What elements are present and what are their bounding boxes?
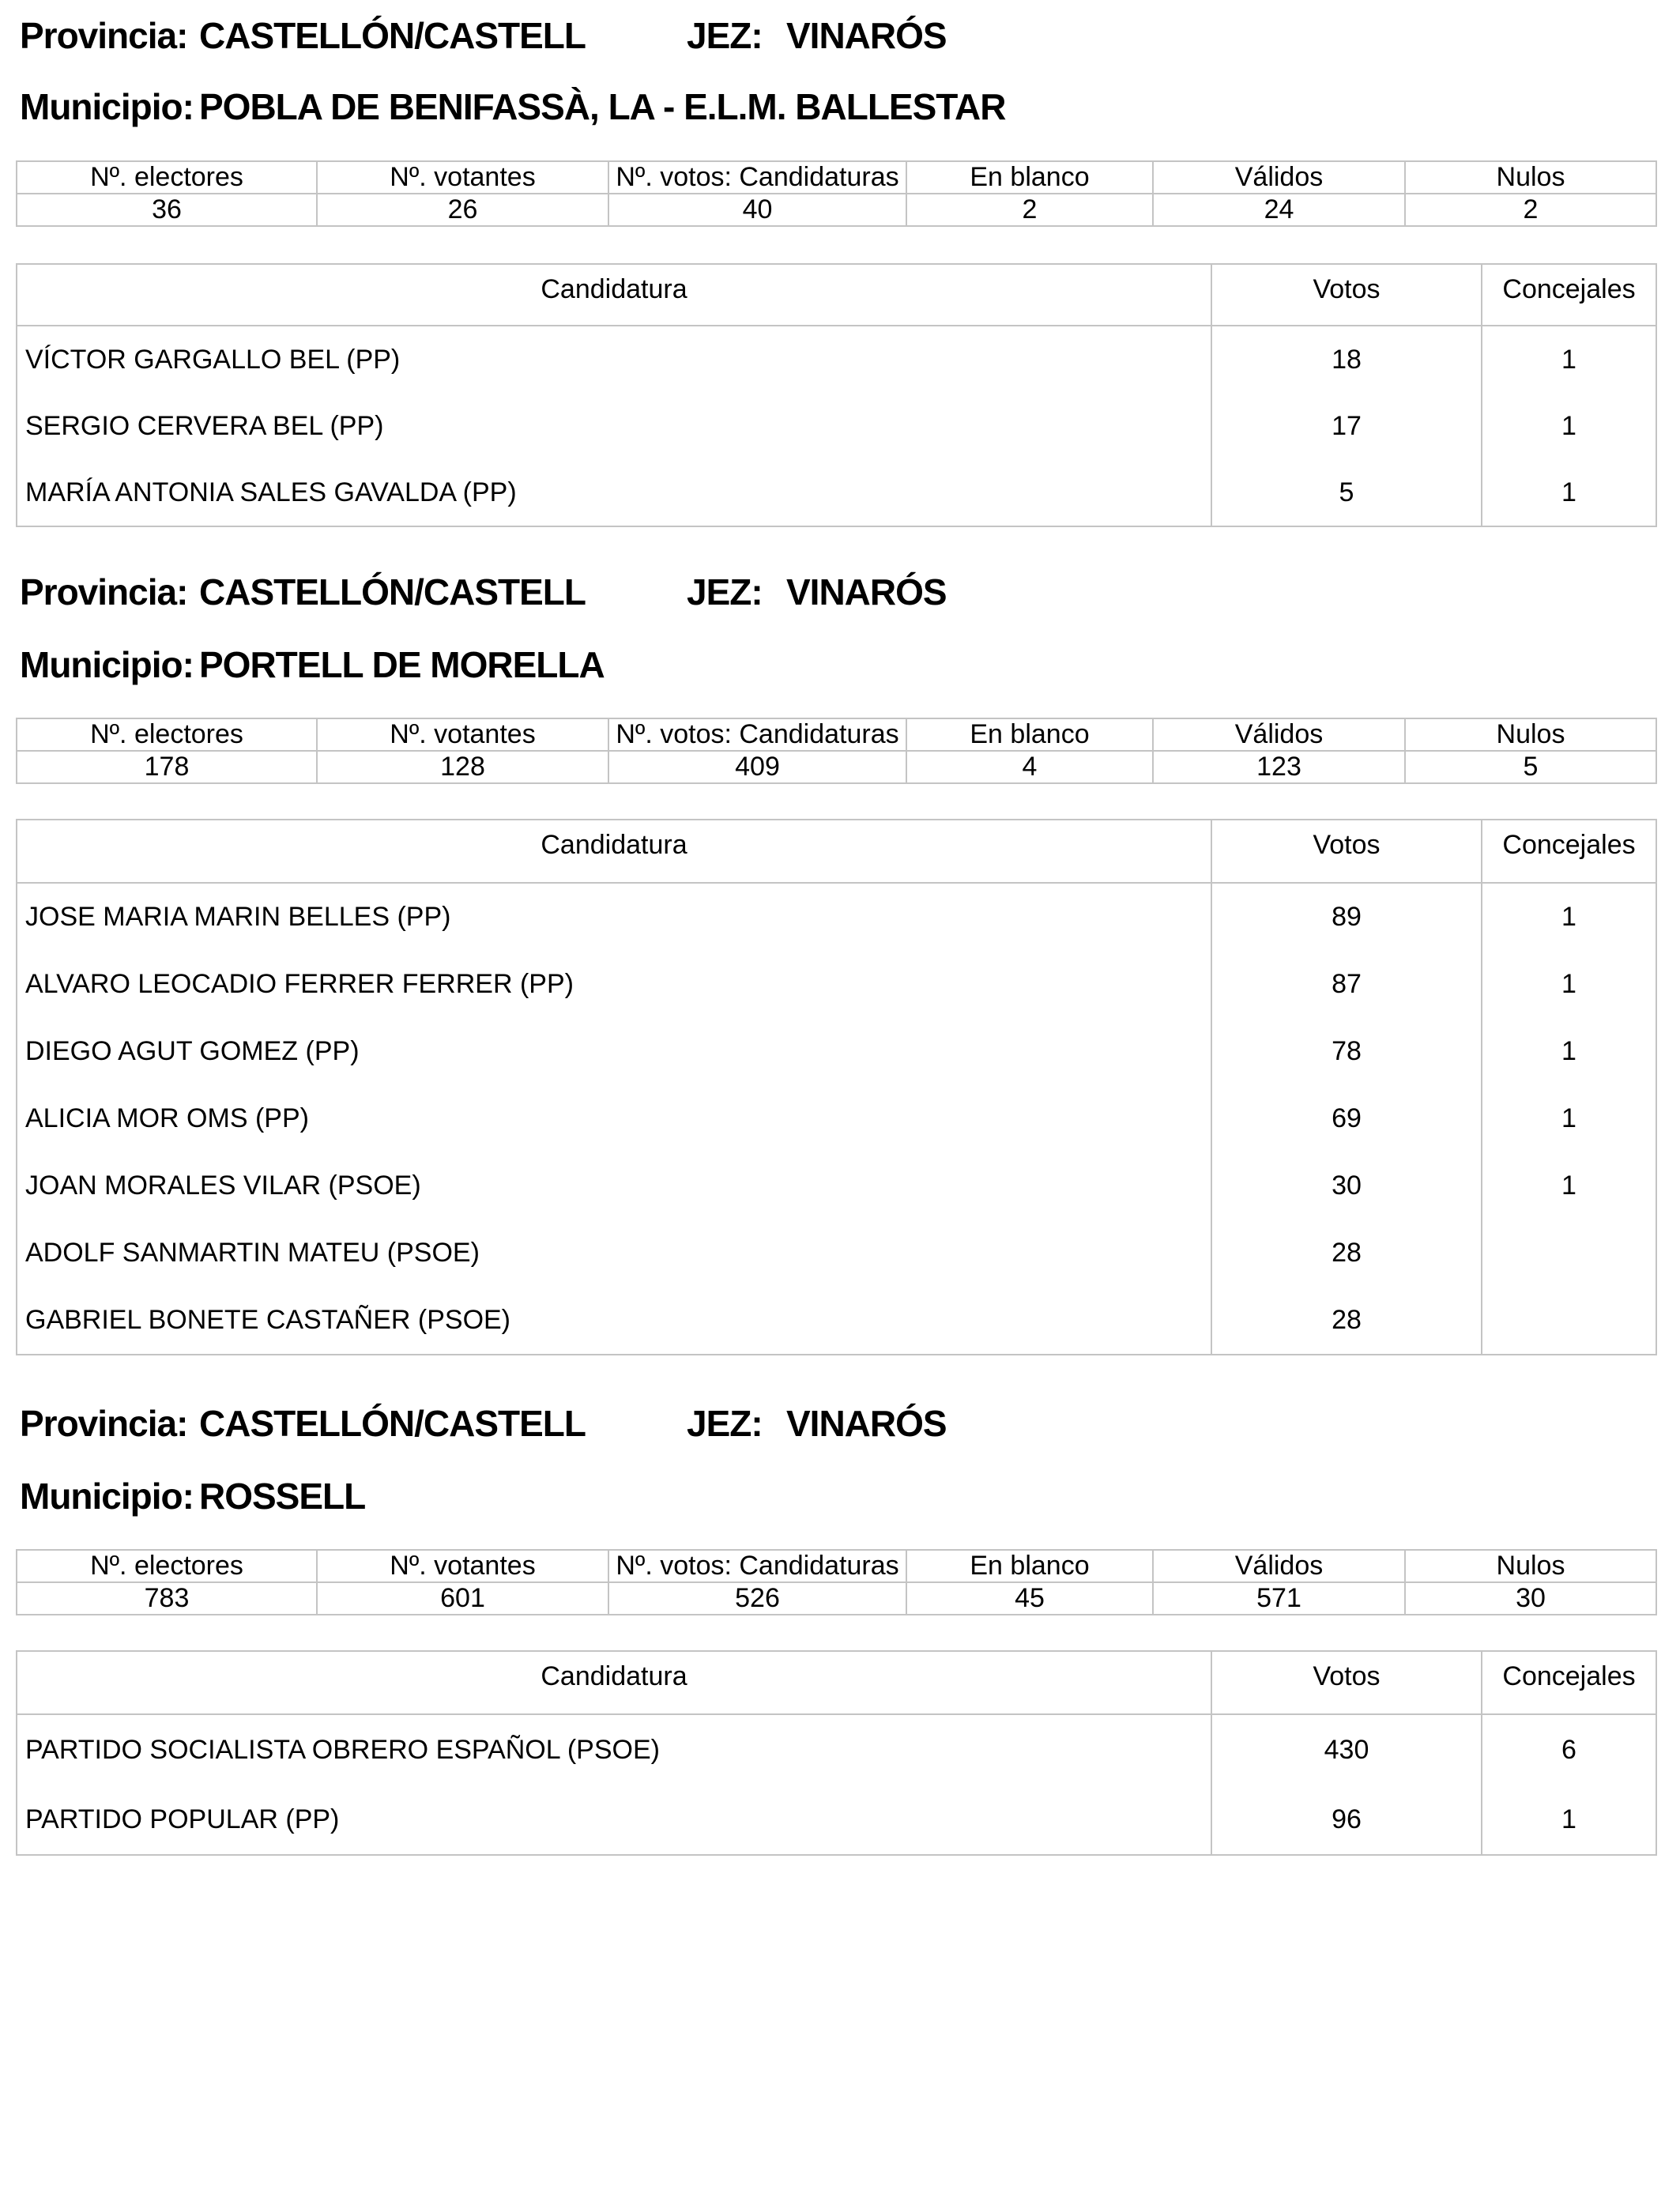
results-table (16, 1650, 1657, 1856)
votes-cell: 17 (1211, 393, 1482, 459)
summary-header-cell: Nº. votos: Candidaturas (608, 718, 906, 751)
jez-label: JEZ: (687, 571, 763, 613)
councillors-cell: 1 (1482, 951, 1656, 1018)
results-header-row (17, 1651, 1656, 1714)
summary-value-cell: 783 (17, 1582, 317, 1615)
candidate-name-cell: PARTIDO SOCIALISTA OBRERO ESPAÑOL (PSOE) (17, 1714, 1211, 1785)
summary-value-cell: 26 (317, 194, 608, 226)
jez-value: VINARÓS (786, 15, 947, 56)
councillors-cell: 1 (1482, 1018, 1656, 1085)
summary-value-cell: 601 (317, 1582, 608, 1615)
summary-header-cell: Nº. electores (17, 1550, 317, 1582)
summary-value-cell: 178 (17, 751, 317, 783)
result-row (17, 393, 1656, 459)
municipio-value: ROSSELL (199, 1476, 366, 1517)
councillors-cell: 6 (1482, 1714, 1656, 1785)
municipio-value: PORTELL DE MORELLA (199, 644, 605, 685)
summary-header-cell: Nulos (1405, 161, 1656, 194)
summary-header-cell: Nulos (1405, 718, 1656, 751)
summary-value-cell: 2 (1405, 194, 1656, 226)
candidate-name-cell: SERGIO CERVERA BEL (PP) (17, 393, 1211, 459)
councillors-cell: 1 (1482, 1785, 1656, 1855)
summary-values-row (17, 194, 1656, 226)
votos-header: Votos (1211, 264, 1482, 326)
votes-cell: 18 (1211, 326, 1482, 393)
result-row (17, 1714, 1656, 1785)
votes-cell: 69 (1211, 1085, 1482, 1152)
candidate-name-cell: JOSE MARIA MARIN BELLES (PP) (17, 883, 1211, 951)
candidate-name-cell: DIEGO AGUT GOMEZ (PP) (17, 1018, 1211, 1085)
provincia-line (0, 13, 1680, 58)
councillors-cell (1482, 1287, 1656, 1355)
summary-header-cell: En blanco (906, 161, 1153, 194)
municipio-line (0, 84, 1680, 130)
summary-header-cell: Nº. votos: Candidaturas (608, 161, 906, 194)
councillors-cell: 1 (1482, 1152, 1656, 1220)
votes-cell: 430 (1211, 1714, 1482, 1785)
provincia-line (0, 1400, 1680, 1446)
results-table (16, 819, 1657, 1355)
councillors-cell: 1 (1482, 393, 1656, 459)
result-row (17, 326, 1656, 393)
provincia-value: CASTELLÓN/CASTELL (199, 15, 586, 56)
votes-cell: 5 (1211, 459, 1482, 526)
votes-cell: 78 (1211, 1018, 1482, 1085)
provincia-line (0, 569, 1680, 615)
concejales-header: Concejales (1482, 820, 1656, 883)
summary-value-cell: 128 (317, 751, 608, 783)
summary-value-cell: 45 (906, 1582, 1153, 1615)
result-row (17, 951, 1656, 1018)
candidate-name-cell: ADOLF SANMARTIN MATEU (PSOE) (17, 1220, 1211, 1287)
provincia-value: CASTELLÓN/CASTELL (199, 571, 586, 613)
results-header-row (17, 264, 1656, 326)
summary-value-cell: 2 (906, 194, 1153, 226)
votes-cell: 28 (1211, 1220, 1482, 1287)
councillors-cell: 1 (1482, 459, 1656, 526)
candidatura-header: Candidatura (17, 1651, 1211, 1714)
candidate-name-cell: ALICIA MOR OMS (PP) (17, 1085, 1211, 1152)
results-table (16, 263, 1657, 527)
summary-header-cell: En blanco (906, 718, 1153, 751)
result-row (17, 459, 1656, 526)
summary-header-cell: Nº. votantes (317, 1550, 608, 1582)
summary-table (16, 718, 1657, 784)
municipio-label: Municipio: (20, 86, 194, 127)
municipio-line (0, 642, 1680, 688)
summary-header-cell: Nº. votos: Candidaturas (608, 1550, 906, 1582)
result-row (17, 1287, 1656, 1355)
provincia-label: Provincia: (20, 15, 188, 56)
summary-value-cell: 526 (608, 1582, 906, 1615)
concejales-header: Concejales (1482, 264, 1656, 326)
provincia-label: Provincia: (20, 571, 188, 613)
result-row (17, 1220, 1656, 1287)
municipio-line (0, 1473, 1680, 1519)
councillors-cell: 1 (1482, 326, 1656, 393)
summary-header-cell: Válidos (1153, 1550, 1405, 1582)
summary-table (16, 160, 1657, 227)
votes-cell: 96 (1211, 1785, 1482, 1855)
summary-header-row (17, 1550, 1656, 1582)
summary-header-cell: Válidos (1153, 718, 1405, 751)
candidatura-header: Candidatura (17, 264, 1211, 326)
result-row (17, 1785, 1656, 1855)
summary-value-cell: 40 (608, 194, 906, 226)
candidate-name-cell: GABRIEL BONETE CASTAÑER (PSOE) (17, 1287, 1211, 1355)
summary-value-cell: 5 (1405, 751, 1656, 783)
jez-value: VINARÓS (786, 1403, 947, 1444)
municipio-label: Municipio: (20, 1476, 194, 1517)
candidate-name-cell: PARTIDO POPULAR (PP) (17, 1785, 1211, 1855)
summary-values-row (17, 1582, 1656, 1615)
candidate-name-cell: ALVARO LEOCADIO FERRER FERRER (PP) (17, 951, 1211, 1018)
results-header-row (17, 820, 1656, 883)
councillors-cell: 1 (1482, 1085, 1656, 1152)
concejales-header: Concejales (1482, 1651, 1656, 1714)
jez-label: JEZ: (687, 1403, 763, 1444)
summary-values-row (17, 751, 1656, 783)
summary-table (16, 1549, 1657, 1615)
votos-header: Votos (1211, 1651, 1482, 1714)
municipio-value: POBLA DE BENIFASSÀ, LA - E.L.M. BALLESTAR (199, 86, 1006, 127)
summary-value-cell: 409 (608, 751, 906, 783)
summary-value-cell: 4 (906, 751, 1153, 783)
summary-header-cell: Nulos (1405, 1550, 1656, 1582)
councillors-cell: 1 (1482, 883, 1656, 951)
votos-header: Votos (1211, 820, 1482, 883)
summary-header-cell: Nº. votantes (317, 718, 608, 751)
jez-value: VINARÓS (786, 571, 947, 613)
summary-header-cell: Nº. votantes (317, 161, 608, 194)
votes-cell: 89 (1211, 883, 1482, 951)
councillors-cell (1482, 1220, 1656, 1287)
result-row (17, 1152, 1656, 1220)
summary-value-cell: 571 (1153, 1582, 1405, 1615)
municipio-label: Municipio: (20, 644, 194, 685)
candidatura-header: Candidatura (17, 820, 1211, 883)
summary-value-cell: 30 (1405, 1582, 1656, 1615)
votes-cell: 87 (1211, 951, 1482, 1018)
summary-header-cell: Nº. electores (17, 161, 317, 194)
summary-header-row (17, 718, 1656, 751)
summary-value-cell: 36 (17, 194, 317, 226)
result-row (17, 883, 1656, 951)
summary-header-cell: Nº. electores (17, 718, 317, 751)
candidate-name-cell: JOAN MORALES VILAR (PSOE) (17, 1152, 1211, 1220)
summary-header-cell: En blanco (906, 1550, 1153, 1582)
jez-label: JEZ: (687, 15, 763, 56)
summary-value-cell: 123 (1153, 751, 1405, 783)
candidate-name-cell: MARÍA ANTONIA SALES GAVALDA (PP) (17, 459, 1211, 526)
summary-header-cell: Válidos (1153, 161, 1405, 194)
provincia-value: CASTELLÓN/CASTELL (199, 1403, 586, 1444)
summary-value-cell: 24 (1153, 194, 1405, 226)
result-row (17, 1085, 1656, 1152)
candidate-name-cell: VÍCTOR GARGALLO BEL (PP) (17, 326, 1211, 393)
summary-header-row (17, 161, 1656, 194)
result-row (17, 1018, 1656, 1085)
provincia-label: Provincia: (20, 1403, 188, 1444)
votes-cell: 28 (1211, 1287, 1482, 1355)
votes-cell: 30 (1211, 1152, 1482, 1220)
